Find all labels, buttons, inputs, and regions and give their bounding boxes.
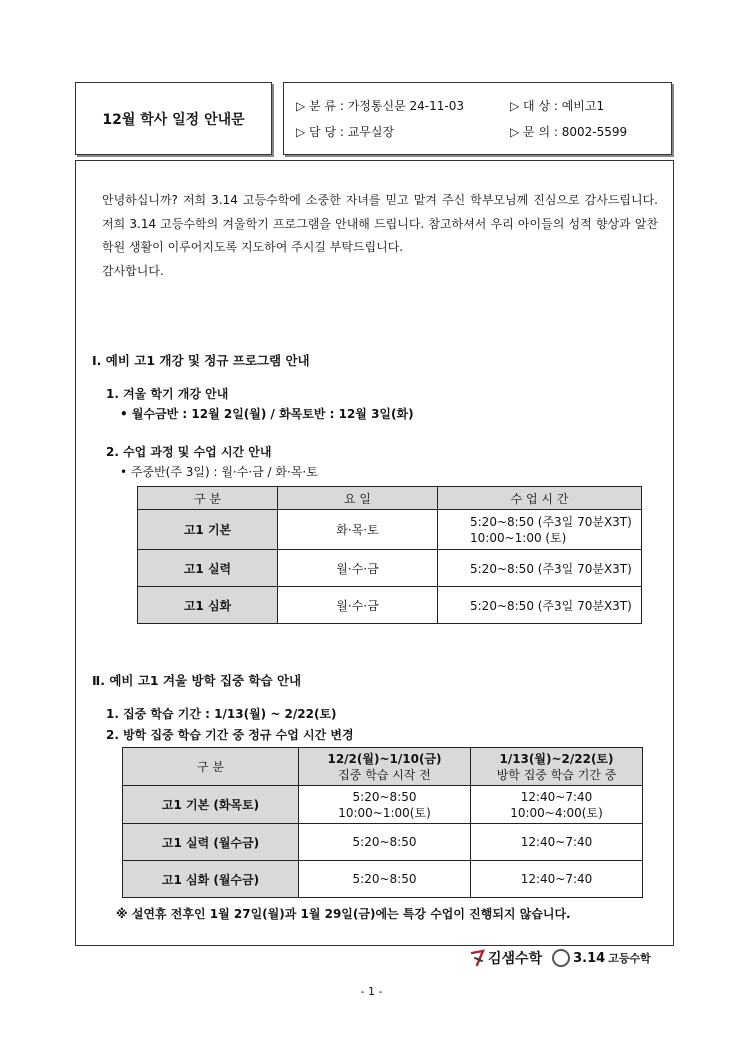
section2-item1: 1. 집중 학습 기간 : 1/13(월) ~ 2/22(토) — [106, 707, 337, 721]
section1-item2: 2. 수업 과정 및 수업 시간 안내 — [106, 445, 272, 459]
table-header: 요 일 — [278, 487, 438, 510]
math314-logo — [552, 949, 651, 967]
table-cell: 월·수·금 — [278, 550, 438, 587]
table-cell: 12:40~7:40 — [471, 861, 643, 898]
document-body — [75, 160, 674, 946]
table-header: 구 분 — [123, 748, 299, 786]
table-cell: 12:40~7:40 — [471, 824, 643, 861]
section2-title: Ⅱ. 예비 고1 겨울 방학 집중 학습 안내 — [92, 673, 302, 688]
table-header — [471, 748, 643, 786]
time-line: 5:20~8:50 — [352, 789, 417, 804]
table-header — [299, 748, 471, 786]
footer-logos — [470, 947, 651, 969]
kimsaem-mark-icon — [470, 949, 486, 967]
table-cell: 고1 심화 (월수금) — [123, 861, 299, 898]
period1-title: 12/2(월)~1/10(금) — [327, 751, 442, 766]
table-cell: 5:20~8:50 (주3일 70분X3T) — [438, 550, 642, 587]
kimsaem-logo-text: 김샘수학 — [488, 951, 543, 967]
table-row — [138, 550, 642, 587]
document-info-box — [283, 82, 672, 155]
table-cell — [438, 510, 642, 550]
info-manager: ▷ 담 당 : 교무실장 — [296, 125, 395, 139]
circle-icon — [552, 949, 570, 967]
table-header-row — [138, 487, 642, 510]
section1-item1-bullet: • 월수금반 : 12월 2일(월) / 화목토반 : 12월 3일(화) — [120, 407, 414, 421]
table-cell: 5:20~8:50 (주3일 70분X3T) — [438, 587, 642, 624]
table-cell — [299, 786, 471, 824]
table-header: 구 분 — [138, 487, 278, 510]
table-row — [138, 510, 642, 550]
time-line: 10:00~1:00(토) — [338, 805, 431, 820]
table-cell: 고1 실력 — [138, 550, 278, 587]
table-header-row — [123, 748, 643, 786]
period2-sub: 방학 집중 학습 기간 중 — [496, 767, 617, 782]
table-cell: 월·수·금 — [278, 587, 438, 624]
document-title: 12월 학사 일정 안내문 — [75, 82, 272, 155]
time-line: 10:00~4:00(토) — [510, 805, 603, 820]
table-cell: 고1 기본 — [138, 510, 278, 550]
table-header: 수 업 시 간 — [438, 487, 642, 510]
intro-thanks: 감사합니다. — [102, 263, 164, 278]
table-cell: 5:20~8:50 — [299, 824, 471, 861]
table-cell: 5:20~8:50 — [299, 861, 471, 898]
table-cell — [471, 786, 643, 824]
intro-text — [102, 189, 658, 283]
math314-logo-text: 고등수학 — [608, 952, 651, 965]
table-cell: 화·목·토 — [278, 510, 438, 550]
math314-logo-number: 3.14 — [573, 950, 606, 966]
table-row — [123, 824, 643, 861]
section2-item2: 2. 방학 집중 학습 기간 중 정규 수업 시간 변경 — [106, 728, 354, 742]
section1-item2-bullet: • 주중반(주 3일) : 월·수·금 / 화·목·토 — [120, 465, 318, 479]
holiday-notice: ※ 설연휴 전후인 1월 27일(월)과 1월 29일(금)에는 특강 수업이 진행되지 않습니다. — [116, 907, 571, 921]
section1-item1: 1. 겨울 학기 개강 안내 — [106, 387, 229, 401]
section1-title: Ⅰ. 예비 고1 개강 및 정규 프로그램 안내 — [92, 353, 310, 368]
winter-schedule-table — [122, 747, 643, 898]
table-row — [123, 861, 643, 898]
table-row — [138, 587, 642, 624]
info-target: ▷ 대 상 : 예비고1 — [510, 99, 605, 113]
table-cell: 고1 실력 (월수금) — [123, 824, 299, 861]
intro-paragraph: 안녕하십니까? 저희 3.14 고등수학에 소중한 자녀를 믿고 맡겨 주신 학부모님께 진심으로 감사드립니다. 저희 3.14 고등수학의 겨울학기 프로그램을 안내해 드립니다. 참고하셔서 우리 아이들의 성적 향상과 알찬 학원 생활이 이루어지도록 지도하여 주시길 부탁드립니다. — [102, 193, 658, 254]
page-number: - 1 - — [360, 985, 383, 998]
info-contact: ▷ 문 의 : 8002-5599 — [510, 125, 628, 139]
kimsaem-logo — [470, 948, 542, 968]
table-cell: 고1 심화 — [138, 587, 278, 624]
schedule-table — [137, 486, 642, 624]
table-cell: 고1 기본 (화목토) — [123, 786, 299, 824]
period1-sub: 집중 학습 시작 전 — [338, 767, 431, 782]
time-line: 10:00~1:00 (토) — [470, 530, 567, 545]
table-row — [123, 786, 643, 824]
time-line: 5:20~8:50 (주3일 70분X3T) — [470, 514, 632, 529]
time-line: 12:40~7:40 — [520, 789, 593, 804]
period2-title: 1/13(월)~2/22(토) — [499, 751, 614, 766]
info-category: ▷ 분 류 : 가정통신문 24-11-03 — [296, 99, 464, 113]
